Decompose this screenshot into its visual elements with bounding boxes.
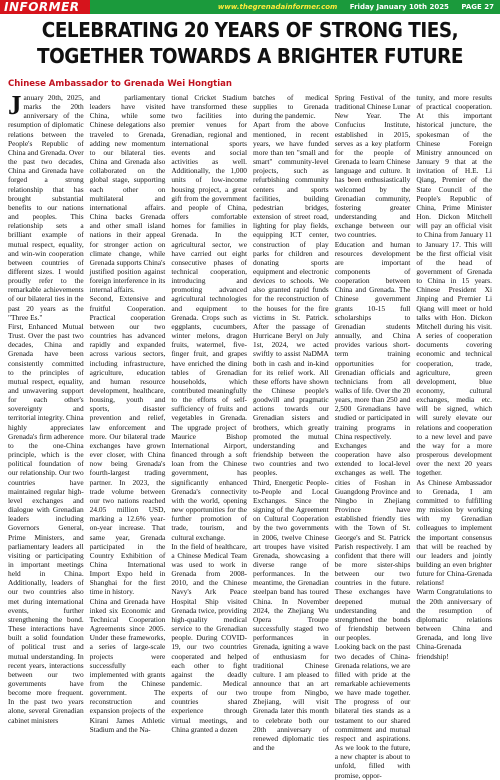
issue-date: Friday January 10th 2025	[349, 3, 449, 11]
column-3	[171, 93, 248, 734]
paragraph: First, Enhanced Mutual Trust. Over the past two decades, China and Grenada have been consistently committed to the principles of mutual respect, equality, and unwavering support for each other's sovereignty and territorial integrity. China highly appreciates Grenada's firm adherence to the one-China principle, which is the political foundation of our relationship. Our two countries have maintained regular high-level exchanges and dialogue with Grenadian leaders including Governors General, Prime Ministers, and parliamentary leaders all visiting or participating in important meetings held in China. Additionally, leaders of our two countries also met during international events, further strengthening the bond. These interactions have built a solid foundation of political trust and mutual understanding. In recent years, interactions between our two governments have become more frequent. In the past two years alone, several Grenadian cabinet ministers	[8, 321, 84, 725]
masthead-logo: INFORMER	[0, 0, 90, 14]
column-5	[334, 93, 411, 780]
headline	[27, 17, 472, 69]
column-2	[89, 93, 166, 734]
article-body	[8, 90, 493, 780]
paragraph: China and Grenada have inked six Economic and Technical Cooperation Agreements since 2005. Under these frameworks, a series of large-scale projects were successfully implemented with grants from the Chinese government. The reconstruction and expansion projects of the Kirani James Athletic Stadium and the Na-	[89, 596, 166, 734]
page-number: PAGE 27	[461, 3, 494, 11]
paragraph: Second, Extensive and fruitful Cooperation. Practical cooperation between our two countries has advanced rapidly and expanded across various sectors, including infrastructure, agriculture, education and human resource development, healthcare, housing, youth and sports, disaster prevention and relief, law enforcement and more. Our bilateral trade exchanges have grown ever closer, with China now being Grenada's fourth-largest trading partner. In 2023, the trade volume between our two nations reached 24.05 million USD, marking a 12.6% year-on-year increase. That same year, Grenada participated in the Country Exhibition of China International Import Expo held in Shanghai for the first time in history.	[89, 294, 166, 597]
paragraph: Warm Congratulations to the 20th anniversary of the resumption of diplomatic relations between China and Grenada, and long live China-Grenada friendship!	[416, 587, 493, 661]
paragraph: Spring Festival of the traditional Chinese Lunar New Year. The Confucius Institute, established in 2015, serves as a key platform for the people of Grenada to learn Chinese language and culture. It has been enthusiastically welcomed by the Grenadian community, fostering greater understanding and exchange between our two countries.	[334, 93, 411, 240]
paragraph: Education and human resources development are important components of cooperation between China and Grenada. The Chinese government grants 10-15 full scholarships to Grenadian students annually, and China provides various short-term training opportunities for Grenadian officials and technicians from all walks of life. Over the 20 years, more than 250 and 2,500 Grenadians have studied or participated in training programs in China respectively.	[334, 239, 411, 441]
column-4	[253, 93, 329, 753]
paragraph: batches of medical supplies to Grenada during the pandemic.	[253, 93, 329, 121]
headline-line-2: TOGETHER TOWARDS A BRIGHTER FUTURE	[37, 44, 463, 68]
paragraph: January 20th, 2025, marks the 20th anniversary of the resumption of diplomatic relations between the People's Republic of China and Grenada. Over the past two decades, China and Grenada have forged a strong relationship that has brought substantial benefits to our nations and peoples. This relationship sets a brilliant example of mutual respect, equality, and win-win cooperation between countries of different sizes. I would proudly refer to the remarkable achievements of our bilateral ties in the past 20 years as the "Three Es."	[8, 90, 84, 322]
paragraph: In the field of healthcare, a Chinese Medical Team was used to work in Grenada from 2008-2010, and the Chinese Navy's Ark Peace Hospital Ship visited Grenada twice, providing high-quality medical service to the Grenadian people. During COVID-19, our two countries cooperated and helped each other to fight against the deadly pandemic. Medical experts of our two countries shared experience through virtual meetings, and China granted a dozen	[171, 541, 248, 734]
column-1	[8, 90, 84, 725]
column-6	[416, 93, 493, 661]
byline: Chinese Ambassador to Grenada Wei Hongtian	[8, 79, 232, 89]
paragraph: Looking back on the past two decades of China-Grenada relations, we are filled with pride at the remarkable achievements we have made together. The progress of our bilateral ties stands as a testament to our shared commitment and mutual respect and aspirations. As we look to the future, a new chapter is about to unfold, filled with promise, oppor-	[334, 642, 411, 780]
drop-cap: J	[8, 90, 22, 120]
paragraph: As Chinese Ambassador to Grenada, I am committed to fulfilling my mission by working with my Grenadian colleagues to implement the important consensus that will be reached by our leaders and jointly building an even brighter future for China-Grenada relations!	[416, 477, 493, 588]
paragraph: tional Cricket Stadium have transformed these two facilities into premier venues for Grenadian, regional and international sports events and social activities as well. Additionally, the 1,000 units of low-income housing project, a great gift from the government and people of China, offers comfortable homes for families in Grenada. In the agricultural sector, we have carried out eight consecutive phases of technical cooperation, introducing and promoting advanced agricultural technologies and equipment to Grenada. Crops such as eggplants, cucumbers, winter melons, dragon fruits, watermel, five-finger fruit, and grapes have enriched the dining tables of Grenadian households, which contributed meaningfully to the efforts of self-sufficiency of fruits and vegetables in Grenada. The upgrade project of Maurice Bishop International Airport, financed through a soft loan from the Chinese government, has significantly enhanced Grenada's connectivity with the world, opening new opportunities for the further promotion of trade, tourism, and cultural exchange.	[171, 93, 248, 542]
paragraph: Apart from the above mentioned, in recent years, we have funded more than ten "small and smart" community-level projects, such as refurbishing community centers and sports facilities, building pedestrian bridges, extension of street road, lighting for play fields, equipping ICT center, construction of play parks for children and donating sports equipment and electronic devices to schools. We also granted rapid funds for the reconstruction of the houses for the fire victims in St. Patrick. After the passage of Hurricane Beryl on July 1st, 2024, we acted swiftly to assist NaDMA both in cash and in-kind for its relief work. All these efforts have shown the Chinese people's goodwill and pragmatic actions towards our Grenadian sisters and brothers, which greatly promoted the mutual understanding and friendship between the two countries and two peoples.	[253, 120, 329, 478]
header-info	[208, 0, 494, 14]
paragraph: tunity, and more results of practical cooperation. At this important historical juncture, the spokesman of the Chinese Foreign Ministry announced on January 9 that at the invitation of H.E. Li Qiang, Premier of the State Council of the People's Republic of China, Prime Minister Hon. Dickon Mitchell will pay an official visit to China from January 11 to January 17. This will be the first official visit of the head of government of Grenada to China in 15 years. Chinese President Xi Jinping and Premier Li Qiang will meet or hold talks with Hon. Dickon Mitchell during his visit. A series of cooperation documents covering economic and technical cooperation, trade, agriculture, green development, blue economy, cultural exchanges, media etc. will be signed, which will surely elevate our relations and cooperation to a new level and pave the way for a more prosperous development over the next 20 years together.	[416, 93, 493, 478]
paragraph: and parliamentary leaders have visited China, while some Chinese delegations also traveled to Grenada, adding new momentum to our bilateral ties. China and Grenada also collaborated on the global stage, supporting each other on multilateral and international affairs. China backs Grenada and other small island nations in their appeal for stronger action on climate change, while Grenada supports China's justified position against foreign interference in its internal affairs.	[89, 93, 166, 295]
paragraph: Exchanges and cooperation have also extended to local-level exchanges as well. The cities of Foshan in Guangdong Province and Ningbo in Zhejiang Province have established friendly ties with the Town of St. George's and St. Patrick Parish respectively. I am confident that there will be more sister-ships between our two countries in the future. These exchanges have deepened mutual understanding and strengthened the bonds of friendship between our peoples.	[334, 440, 411, 643]
header-bar	[0, 0, 500, 14]
paragraph: Third, Energetic People-to-People and Local Exchanges. Since the signing of the Agreement on Cultural Cooperation by the two governments in 2006, twelve Chinese art troupes have visited Grenada, showcasing a diverse range of performances. In the meantime, the Grenadian steelpan band has toured China. In November 2024, the Zhejiang Wu Opera Troupe successfully staged two performances in Grenada, igniting a wave of enthusiasm for traditional Chinese culture. I am pleased to announce that an art troupe from Ningbo, Zhejiang, will visit Grenada later this month to celebrate both our 20th anniversary of renewed diplomatic ties and the	[253, 477, 329, 753]
website-link[interactable]: www.thegrenadainformer.com	[217, 3, 338, 11]
headline-line-1: CELEBRATING 20 YEARS OF STRONG TIES,	[41, 18, 459, 42]
